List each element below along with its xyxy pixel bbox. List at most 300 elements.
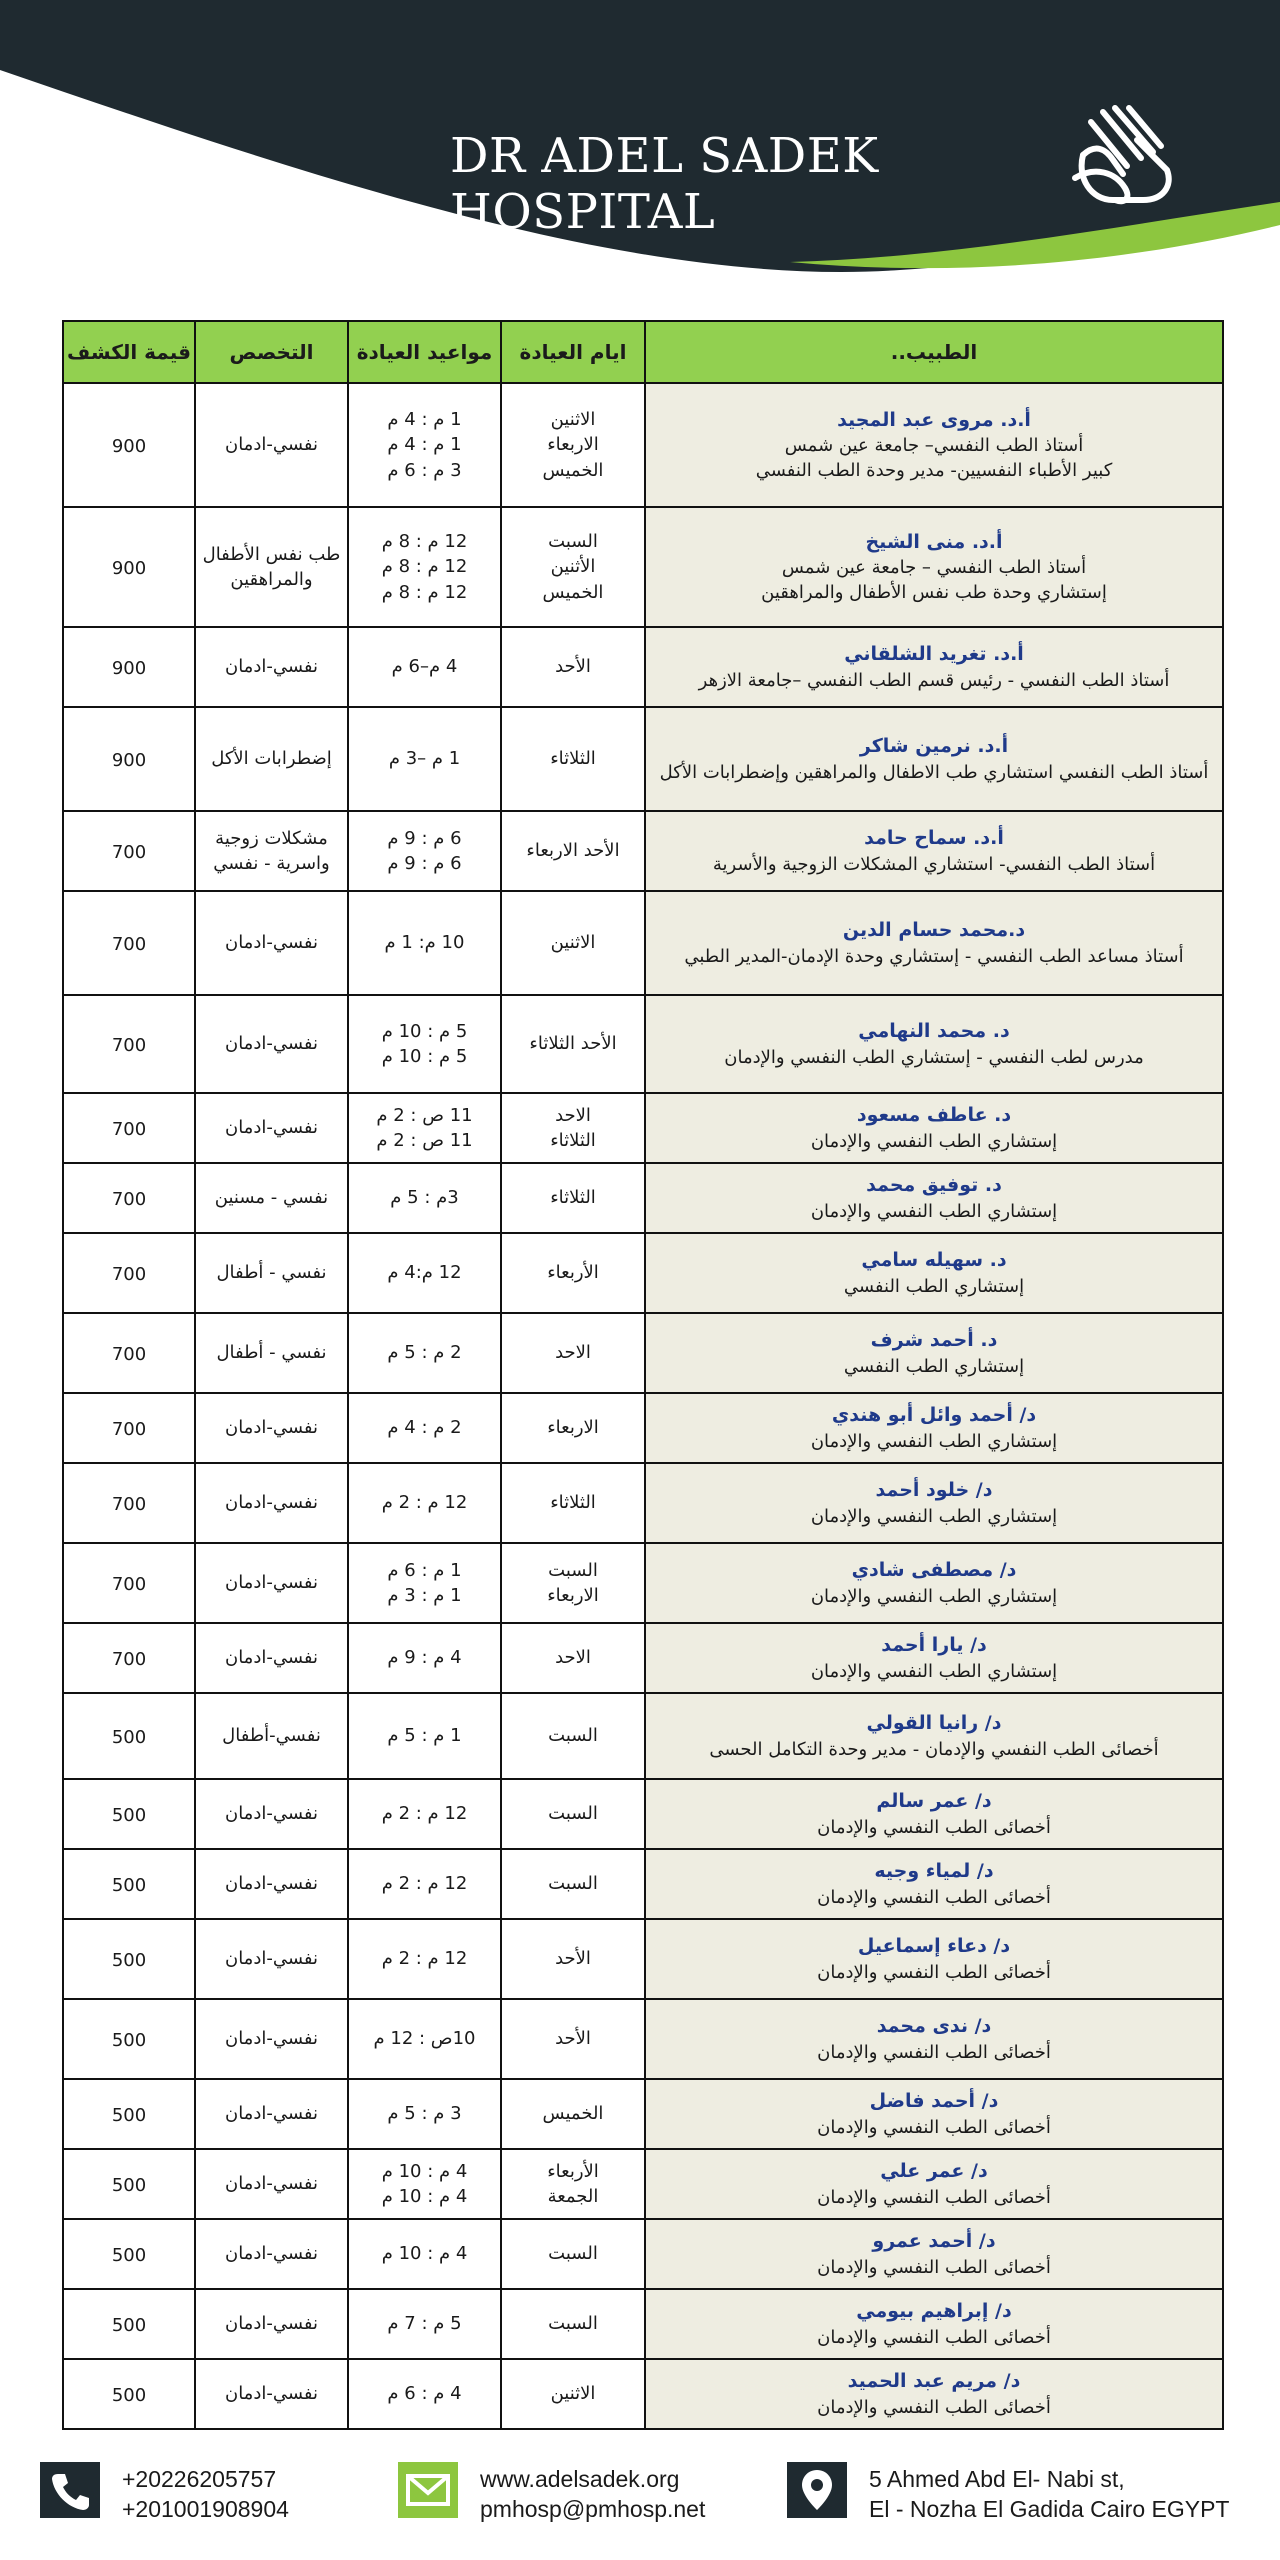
hours-cell bbox=[348, 627, 501, 707]
table-row bbox=[63, 1623, 1223, 1693]
doctor-cell bbox=[645, 707, 1223, 811]
clinic-hours: 2 م : 5 م bbox=[387, 1342, 462, 1364]
fee-cell bbox=[63, 1693, 195, 1779]
fee-cell bbox=[63, 2359, 195, 2429]
hours-cell bbox=[348, 1163, 501, 1233]
days-cell bbox=[501, 1693, 645, 1779]
table-row bbox=[63, 1463, 1223, 1543]
location-pin-icon bbox=[787, 2462, 847, 2518]
fee-cell bbox=[63, 1623, 195, 1693]
clinic-hours: 1 م : 4 م bbox=[387, 434, 462, 456]
days-cell bbox=[501, 1779, 645, 1849]
clinic-day: الاحد bbox=[555, 1104, 591, 1126]
specialty-cell bbox=[195, 1093, 348, 1163]
doctor-title: أستاذ الطب النفسي - رئيس قسم الطب النفسي –جامعة الازهر bbox=[698, 669, 1170, 691]
clinic-hours: 1 م : 4 م bbox=[387, 409, 462, 431]
table-row bbox=[63, 1233, 1223, 1313]
table-row bbox=[63, 627, 1223, 707]
clinic-day: الأحد الثلاثاء bbox=[529, 1033, 617, 1055]
doctor-name: أ.د. سماح حامد bbox=[864, 827, 1004, 850]
hours-cell bbox=[348, 2079, 501, 2149]
fee-value: 700 bbox=[111, 1263, 147, 1285]
header-banner bbox=[0, 0, 1280, 300]
doctor-name: د/ دعاء إسماعيل bbox=[857, 1935, 1011, 1958]
hours-cell bbox=[348, 2289, 501, 2359]
doctor-cell bbox=[645, 2289, 1223, 2359]
clinic-day: السبت bbox=[548, 1559, 598, 1581]
clinic-day: الاثنين bbox=[550, 932, 596, 954]
days-cell bbox=[501, 707, 645, 811]
doctor-title: أستاذ الطب النفسي- استشاري المشكلات الزوجية والأسرية bbox=[712, 853, 1156, 875]
doctor-title: إستشاري الطب النفسي والإدمان bbox=[810, 1130, 1058, 1152]
clinic-hours: 4 م : 10 م bbox=[381, 2243, 468, 2265]
clinic-day: الخميس bbox=[542, 459, 604, 481]
doctor-name: أ.د. تغريد الشلقاني bbox=[844, 643, 1024, 666]
doctor-title: مدرس لطب النفسي - إستشاري الطب النفسي والإدمان bbox=[724, 1046, 1144, 1068]
clinic-day: الثلاثاء bbox=[550, 1492, 596, 1514]
doctor-cell bbox=[645, 2219, 1223, 2289]
fee-value: 700 bbox=[111, 1343, 147, 1365]
fee-value: 900 bbox=[111, 435, 147, 457]
fee-value: 900 bbox=[111, 657, 147, 679]
specialty-cell bbox=[195, 1693, 348, 1779]
fee-value: 500 bbox=[111, 2244, 147, 2266]
clinic-day: الأحد الاربعاء bbox=[526, 840, 620, 862]
hours-cell bbox=[348, 1623, 501, 1693]
doctor-title: أخصائى الطب النفسي والإدمان bbox=[817, 2186, 1051, 2208]
hours-cell bbox=[348, 891, 501, 995]
table-row bbox=[63, 2219, 1223, 2289]
doctor-cell bbox=[645, 383, 1223, 507]
clinic-day: السبت bbox=[548, 2243, 598, 2265]
doctor-name: د/ رانيا القولي bbox=[866, 1712, 1002, 1735]
clinic-day: الاحد bbox=[555, 1647, 591, 1669]
clinic-hours: 12 م : 2 م bbox=[381, 1492, 468, 1514]
doctor-title: أخصائى الطب النفسي والإدمان bbox=[817, 1816, 1051, 1838]
days-cell bbox=[501, 2149, 645, 2219]
fee-cell bbox=[63, 1999, 195, 2079]
specialty-cell bbox=[195, 507, 348, 627]
hours-cell bbox=[348, 1693, 501, 1779]
fee-cell bbox=[63, 891, 195, 995]
doctor-title: أخصائى الطب النفسي والإدمان bbox=[817, 2256, 1051, 2278]
days-cell bbox=[501, 2219, 645, 2289]
table-row bbox=[63, 1779, 1223, 1849]
clinic-hours: 3 م : 5 م bbox=[387, 2103, 462, 2125]
fee-value: 700 bbox=[111, 933, 147, 955]
clinic-day: الاثنين bbox=[550, 2383, 596, 2405]
hours-cell bbox=[348, 1463, 501, 1543]
clinic-day: الأحد bbox=[555, 1948, 591, 1970]
hours-cell bbox=[348, 1233, 501, 1313]
doctor-cell bbox=[645, 1163, 1223, 1233]
hours-cell bbox=[348, 1849, 501, 1919]
hours-cell bbox=[348, 2219, 501, 2289]
fee-cell bbox=[63, 2079, 195, 2149]
doctor-cell bbox=[645, 811, 1223, 891]
clinic-day: الخميس bbox=[542, 2103, 604, 2125]
fee-cell bbox=[63, 2219, 195, 2289]
specialty-cell bbox=[195, 2289, 348, 2359]
doctor-title: أخصائى الطب النفسي والإدمان bbox=[817, 1961, 1051, 1983]
table-row bbox=[63, 1849, 1223, 1919]
doctor-title: إستشاري الطب النفسي والإدمان bbox=[810, 1430, 1058, 1452]
specialty-cell bbox=[195, 1463, 348, 1543]
doctor-title: إستشاري الطب النفسي والإدمان bbox=[810, 1585, 1058, 1607]
table-row bbox=[63, 1693, 1223, 1779]
clinic-hours: 12 م : 8 م bbox=[381, 531, 468, 553]
specialty-text: نفسي-ادمان bbox=[224, 656, 319, 678]
doctor-title: أخصائى الطب النفسي والإدمان bbox=[817, 2041, 1051, 2063]
doctor-name: د. سهيله سامي bbox=[861, 1249, 1007, 1272]
days-cell bbox=[501, 507, 645, 627]
clinic-hours: 12 م : 8 م bbox=[381, 556, 468, 578]
specialty-text: نفسي-ادمان bbox=[224, 2383, 319, 2405]
hours-cell bbox=[348, 1093, 501, 1163]
specialty-cell bbox=[195, 627, 348, 707]
hours-cell bbox=[348, 383, 501, 507]
phone-numbers bbox=[122, 2464, 289, 2524]
doctor-name: د/ أحمد وائل أبو هندي bbox=[831, 1404, 1037, 1427]
days-cell bbox=[501, 2289, 645, 2359]
website-link[interactable]: www.adelsadek.org bbox=[480, 2466, 680, 2492]
days-cell bbox=[501, 1313, 645, 1393]
table-row bbox=[63, 995, 1223, 1093]
days-cell bbox=[501, 1163, 645, 1233]
fee-cell bbox=[63, 1393, 195, 1463]
table-row bbox=[63, 2359, 1223, 2429]
specialty-text: نفسي-أطفال bbox=[222, 1725, 321, 1747]
email-link[interactable]: pmhosp@pmhosp.net bbox=[480, 2496, 706, 2522]
clinic-day: الاثنين bbox=[550, 409, 596, 431]
fee-value: 500 bbox=[111, 2174, 147, 2196]
days-cell bbox=[501, 1463, 645, 1543]
table-header-row bbox=[63, 321, 1223, 383]
specialty-text: مشكلات زوجية bbox=[215, 827, 328, 849]
address bbox=[869, 2464, 1229, 2524]
doctor-cell bbox=[645, 1693, 1223, 1779]
phone-line-2: +201001908904 bbox=[122, 2496, 289, 2522]
hours-cell bbox=[348, 1919, 501, 1999]
doctor-cell bbox=[645, 2079, 1223, 2149]
doctor-name: د. محمد النهامي bbox=[858, 1020, 1010, 1043]
hours-cell bbox=[348, 1999, 501, 2079]
clinic-hours: 11 ص : 2 م bbox=[376, 1130, 473, 1151]
fee-value: 700 bbox=[111, 841, 147, 863]
contact-footer bbox=[0, 2440, 1280, 2560]
clinic-hours: 4 م : 10 م bbox=[381, 2186, 468, 2207]
clinic-hours: 12 م : 2 م bbox=[381, 1803, 468, 1825]
days-cell bbox=[501, 891, 645, 995]
hours-cell bbox=[348, 2359, 501, 2429]
clinic-day: الأحد bbox=[555, 656, 591, 678]
fee-value: 500 bbox=[111, 1804, 147, 1826]
clinic-hours: 12 م : 2 م bbox=[381, 1873, 468, 1895]
clinic-day: الخميس bbox=[542, 581, 604, 603]
clinic-hours: 11 ص : 2 م bbox=[376, 1104, 473, 1126]
doctor-name: د/ أحمد عمرو bbox=[872, 2230, 996, 2253]
specialty-text: نفسي-ادمان bbox=[224, 2243, 319, 2265]
fee-value: 500 bbox=[111, 1874, 147, 1896]
doctor-name: د/ أحمد فاضل bbox=[869, 2090, 999, 2113]
specialty-text: نفسي-ادمان bbox=[224, 1873, 319, 1895]
doctor-title: إستشاري الطب النفسي bbox=[843, 1275, 1025, 1297]
doctor-name: د/ عمر علي bbox=[880, 2160, 988, 2183]
specialty-text: إضطرابات الأكل bbox=[211, 748, 332, 770]
days-cell bbox=[501, 1543, 645, 1623]
specialty-text: والمراهقين bbox=[230, 569, 313, 590]
clinic-hours: 12 م : 2 م bbox=[381, 1948, 468, 1970]
doctor-name: د. أحمد شرف bbox=[870, 1329, 998, 1352]
clinic-hours: 10ص : 12 م bbox=[373, 2028, 476, 2050]
fee-cell bbox=[63, 1093, 195, 1163]
clinic-hours: 1 م : 5 م bbox=[387, 1725, 462, 1747]
clinic-hours: 12 م:4 م bbox=[387, 1262, 462, 1284]
clinic-day: الأربعاء bbox=[547, 1262, 599, 1284]
table-row bbox=[63, 1393, 1223, 1463]
fee-cell bbox=[63, 1233, 195, 1313]
doctor-name: أ.د. نرمين شاكر bbox=[859, 735, 1009, 758]
table-row bbox=[63, 2149, 1223, 2219]
fee-value: 500 bbox=[111, 2029, 147, 2051]
clinic-hours: 5 م : 10 م bbox=[381, 1020, 468, 1042]
fee-cell bbox=[63, 2289, 195, 2359]
clinic-hours: 4 م : 9 م bbox=[387, 1647, 462, 1669]
days-cell bbox=[501, 1623, 645, 1693]
specialty-cell bbox=[195, 1233, 348, 1313]
table-row bbox=[63, 1313, 1223, 1393]
doctor-title: كبير الأطباء النفسيين- مدير وحدة الطب النفسي bbox=[755, 460, 1113, 482]
table-row bbox=[63, 383, 1223, 507]
clinic-schedule-table bbox=[62, 320, 1224, 2430]
doctor-title: أخصائى الطب النفسي والإدمان - مدير وحدة التكامل الحسى bbox=[709, 1738, 1159, 1760]
fee-cell bbox=[63, 1313, 195, 1393]
doctor-name: د/ خلود أحمد bbox=[875, 1479, 993, 1502]
fee-cell bbox=[63, 707, 195, 811]
doctor-cell bbox=[645, 2149, 1223, 2219]
header-fee: قيمة الكشف bbox=[63, 321, 195, 383]
days-cell bbox=[501, 1093, 645, 1163]
specialty-text: نفسي-ادمان bbox=[224, 1948, 319, 1970]
fee-cell bbox=[63, 995, 195, 1093]
specialty-text: نفسي-ادمان bbox=[224, 1117, 319, 1139]
fee-cell bbox=[63, 1543, 195, 1623]
days-cell bbox=[501, 1919, 645, 1999]
days-cell bbox=[501, 1233, 645, 1313]
doctor-name: د/ عمر سالم bbox=[876, 1790, 992, 1813]
specialty-cell bbox=[195, 2219, 348, 2289]
clinic-hours: 3م : 5 م bbox=[390, 1187, 459, 1209]
doctor-cell bbox=[645, 1233, 1223, 1313]
specialty-text: طب نفس الأطفال bbox=[202, 543, 341, 565]
specialty-text: نفسي-ادمان bbox=[224, 2313, 319, 2335]
doctor-title: إستشاري الطب النفسي والإدمان bbox=[810, 1660, 1058, 1682]
specialty-text: نفسي-ادمان bbox=[224, 434, 319, 456]
fee-value: 500 bbox=[111, 2104, 147, 2126]
table-row bbox=[63, 1919, 1223, 1999]
specialty-cell bbox=[195, 995, 348, 1093]
clinic-day: الأربعاء bbox=[547, 2160, 599, 2182]
fee-value: 700 bbox=[111, 1118, 147, 1140]
specialty-cell bbox=[195, 1849, 348, 1919]
web-contacts bbox=[480, 2464, 705, 2524]
clinic-hours: 4 م : 6 م bbox=[387, 2383, 462, 2405]
days-cell bbox=[501, 1999, 645, 2079]
specialty-cell bbox=[195, 1999, 348, 2079]
hours-cell bbox=[348, 2149, 501, 2219]
table-row bbox=[63, 1543, 1223, 1623]
doctor-title: أستاذ مساعد الطب النفسي - إستشاري وحدة الإدمان-المدير الطبي bbox=[684, 945, 1184, 967]
specialty-cell bbox=[195, 811, 348, 891]
doctor-title: إستشاري الطب النفسي والإدمان bbox=[810, 1200, 1058, 1222]
fee-cell bbox=[63, 2149, 195, 2219]
hours-cell bbox=[348, 1543, 501, 1623]
doctor-name: د/ يارا أحمد bbox=[881, 1634, 987, 1657]
doctor-cell bbox=[645, 1463, 1223, 1543]
specialty-text: نفسي - أطفال bbox=[216, 1262, 327, 1284]
doctor-title: أستاذ الطب النفسي استشاري طب الاطفال والمراهقين وإضطرابات الأكل bbox=[659, 761, 1209, 783]
clinic-day: الاربعاء bbox=[547, 1417, 599, 1439]
clinic-day: الثلاثاء bbox=[550, 748, 596, 770]
doctor-cell bbox=[645, 507, 1223, 627]
specialty-text: واسرية - نفسي bbox=[213, 853, 330, 874]
clinic-day: السبت bbox=[548, 1803, 598, 1825]
specialty-cell bbox=[195, 2079, 348, 2149]
specialty-text: نفسي-ادمان bbox=[224, 2028, 319, 2050]
specialty-cell bbox=[195, 707, 348, 811]
fee-cell bbox=[63, 1919, 195, 1999]
fee-cell bbox=[63, 1463, 195, 1543]
fee-value: 700 bbox=[111, 1648, 147, 1670]
days-cell bbox=[501, 383, 645, 507]
table-row bbox=[63, 507, 1223, 627]
clinic-day: الجمعة bbox=[547, 2186, 599, 2207]
specialty-text: نفسي-ادمان bbox=[224, 932, 319, 954]
clinic-day: الاربعاء bbox=[547, 1585, 599, 1606]
specialty-cell bbox=[195, 1779, 348, 1849]
hours-cell bbox=[348, 707, 501, 811]
specialty-text: نفسي-ادمان bbox=[224, 1033, 319, 1055]
clinic-hours: 1 م : 3 م bbox=[387, 1585, 462, 1606]
doctor-name: د/ لمياء وجيه bbox=[874, 1860, 994, 1883]
doctor-cell bbox=[645, 1543, 1223, 1623]
specialty-cell bbox=[195, 1543, 348, 1623]
fee-cell bbox=[63, 383, 195, 507]
table-row bbox=[63, 2079, 1223, 2149]
doctor-cell bbox=[645, 1393, 1223, 1463]
specialty-cell bbox=[195, 1313, 348, 1393]
specialty-text: نفسي-ادمان bbox=[224, 1803, 319, 1825]
fee-value: 500 bbox=[111, 2384, 147, 2406]
days-cell bbox=[501, 995, 645, 1093]
clinic-day: الثلاثاء bbox=[550, 1130, 596, 1151]
fee-cell bbox=[63, 811, 195, 891]
specialty-cell bbox=[195, 1163, 348, 1233]
clinic-hours: 4 م : 10 م bbox=[381, 2160, 468, 2182]
table-row bbox=[63, 2289, 1223, 2359]
doctor-title: أخصائى الطب النفسي والإدمان bbox=[817, 2326, 1051, 2348]
specialty-cell bbox=[195, 1623, 348, 1693]
table-row bbox=[63, 891, 1223, 995]
address-line-1: 5 Ahmed Abd El- Nabi st, bbox=[869, 2466, 1125, 2492]
fee-value: 900 bbox=[111, 557, 147, 579]
table-row bbox=[63, 1163, 1223, 1233]
doctor-title: أخصائى الطب النفسي والإدمان bbox=[817, 2116, 1051, 2138]
specialty-cell bbox=[195, 2359, 348, 2429]
fee-value: 700 bbox=[111, 1493, 147, 1515]
clinic-hours: 1 م : 6 م bbox=[387, 1559, 462, 1581]
doctor-cell bbox=[645, 1779, 1223, 1849]
clinic-hours: 6 م : 9 م bbox=[387, 853, 462, 874]
specialty-text: نفسي - أطفال bbox=[216, 1342, 327, 1364]
fee-value: 500 bbox=[111, 1949, 147, 1971]
doctor-title: إستشاري الطب النفسي bbox=[843, 1355, 1025, 1377]
fee-cell bbox=[63, 1163, 195, 1233]
doctor-name: د. توفيق محمد bbox=[866, 1174, 1002, 1197]
header-hours: مواعيد العيادة bbox=[348, 321, 501, 383]
hours-cell bbox=[348, 995, 501, 1093]
fee-value: 500 bbox=[111, 2314, 147, 2336]
header-specialty: التخصص bbox=[195, 321, 348, 383]
clinic-hours: 10 م: 1 م bbox=[384, 932, 465, 954]
specialty-cell bbox=[195, 1919, 348, 1999]
clinic-day: الأحد bbox=[555, 2028, 591, 2050]
days-cell bbox=[501, 627, 645, 707]
fee-cell bbox=[63, 1849, 195, 1919]
phone-icon bbox=[40, 2462, 100, 2518]
clinic-day: السبت bbox=[548, 1873, 598, 1895]
clinic-day: السبت bbox=[548, 2313, 598, 2335]
clinic-day: الثلاثاء bbox=[550, 1187, 596, 1209]
header-doctor: الطبيب.. bbox=[645, 321, 1223, 383]
specialty-text: نفسي-ادمان bbox=[224, 2173, 319, 2195]
table-row bbox=[63, 1999, 1223, 2079]
phone-line-1: +20226205757 bbox=[122, 2466, 277, 2492]
doctor-cell bbox=[645, 1623, 1223, 1693]
clinic-hours: 2 م : 4 م bbox=[387, 1417, 462, 1439]
header-days: ايام العيادة bbox=[501, 321, 645, 383]
clinic-hours: 12 م : 8 م bbox=[381, 581, 468, 603]
days-cell bbox=[501, 1849, 645, 1919]
specialty-text: نفسي-ادمان bbox=[224, 1572, 319, 1594]
days-cell bbox=[501, 1393, 645, 1463]
table-row bbox=[63, 707, 1223, 811]
fee-value: 700 bbox=[111, 1418, 147, 1440]
doctor-title: إستشاري الطب النفسي والإدمان bbox=[810, 1505, 1058, 1527]
mail-icon bbox=[398, 2462, 458, 2518]
doctor-name: د/ إبراهيم بيومي bbox=[856, 2300, 1012, 2323]
clinic-hours: 5 م : 7 م bbox=[387, 2313, 462, 2335]
fee-value: 500 bbox=[111, 1726, 147, 1748]
doctor-cell bbox=[645, 1313, 1223, 1393]
fee-cell bbox=[63, 507, 195, 627]
hospital-name: DR ADEL SADEK HOSPITAL bbox=[450, 128, 879, 240]
specialty-text: نفسي-ادمان bbox=[224, 1417, 319, 1439]
clinic-day: السبت bbox=[548, 531, 598, 553]
doctor-name: د.محمد حسام الدين bbox=[842, 919, 1026, 942]
doctor-cell bbox=[645, 1849, 1223, 1919]
specialty-cell bbox=[195, 2149, 348, 2219]
specialty-cell bbox=[195, 1393, 348, 1463]
hours-cell bbox=[348, 1779, 501, 1849]
doctor-cell bbox=[645, 627, 1223, 707]
days-cell bbox=[501, 811, 645, 891]
table-row bbox=[63, 1093, 1223, 1163]
clinic-hours: 3 م : 6 م bbox=[387, 459, 462, 481]
clinic-hours: 1 م –3 م bbox=[388, 748, 461, 770]
days-cell bbox=[501, 2359, 645, 2429]
clinic-day: الاحد bbox=[555, 1342, 591, 1364]
